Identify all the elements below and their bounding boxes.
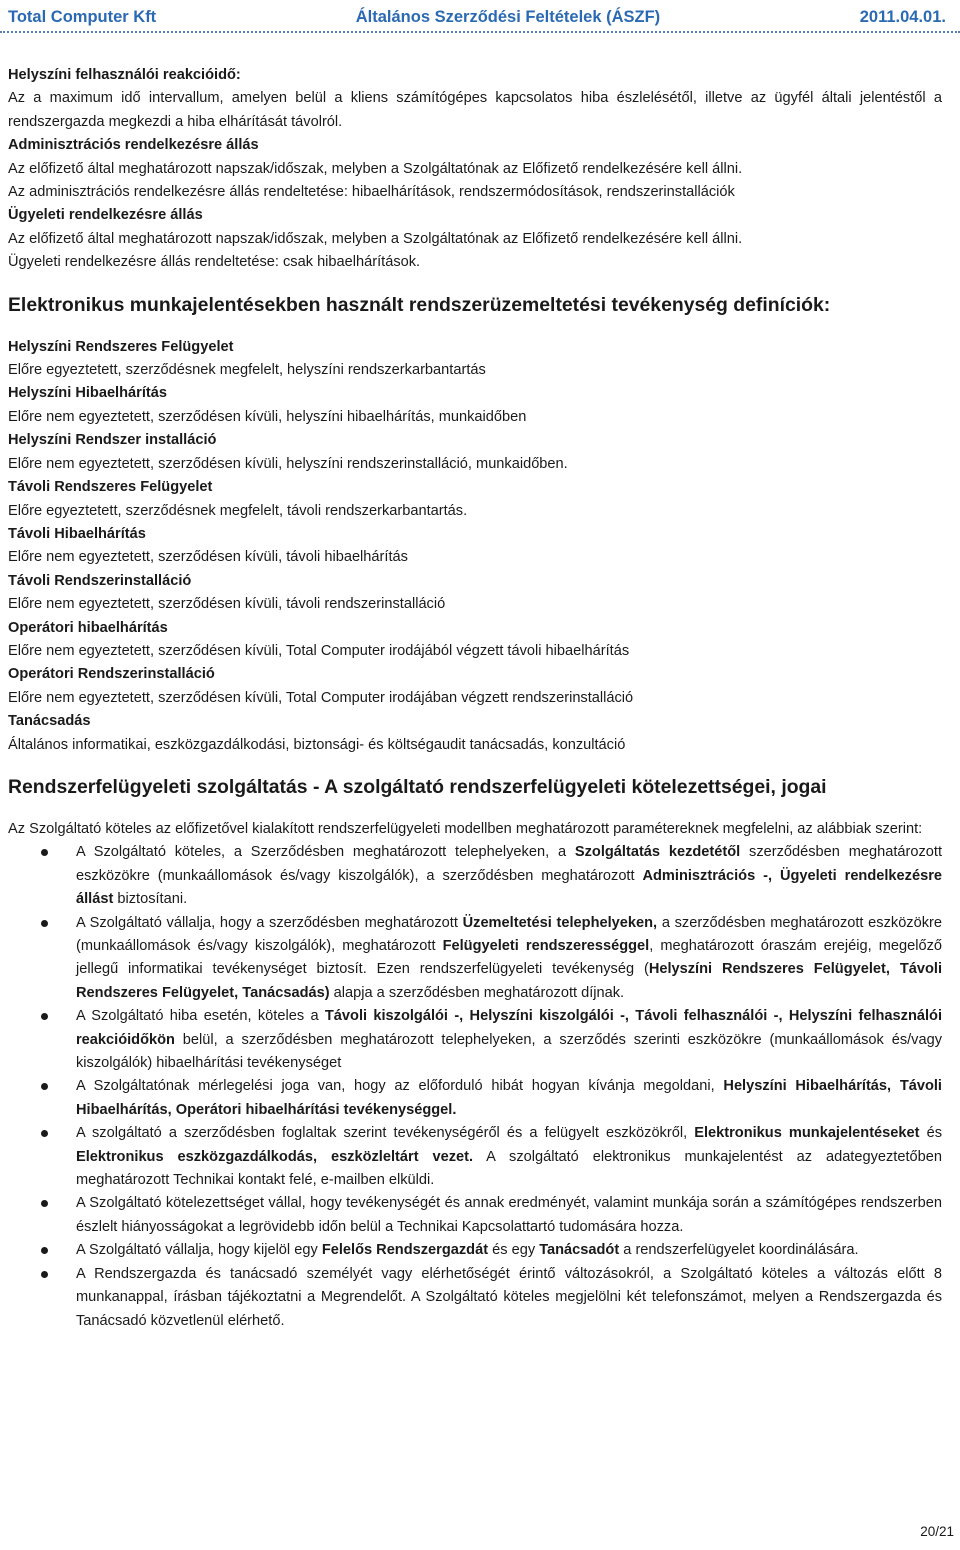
obligation-text-bold: Tanácsadót [539,1242,620,1259]
bullet-icon [41,1083,48,1090]
obligation-text: szerződésben meghatározott eszközökre (munkaállomások és/vagy kiszolgálók), a szerződésben meghatározott [76,844,943,884]
header-divider [0,31,960,33]
obligations-heading: Rendszerfelügyeleti szolgáltatás - A szolgáltató rendszerfelügyeleti kötelezettségei, jogai [8,775,827,798]
reaction-time-text: Az a maximum idő intervallum, amelyen belül a kliens számítógépes kapcsolatos hiba észlelésétől, illetve az ügyfél általi jelentéstől a rendszergazda megkezdi a hiba elhárítását távolról. [8,90,942,130]
definition-term: Tanácsadás [8,713,91,730]
obligation-text: A Szolgáltató vállalja, hogy kijelöl egy [76,1242,322,1259]
obligation-text-bold: Távoli kiszolgálói -, Helyszíni kiszolgálói -, Távoli felhasználói -, Helyszíni felhasználói reakcióidőkön [76,1008,942,1048]
definition-term: Operátori hibaelhárítás [8,619,168,636]
definition-term: Helyszíni Rendszer installáció [8,432,217,449]
definition-description: Előre nem egyeztetett, szerződésen kívüli, távoli rendszerinstalláció [8,596,446,613]
definition-description: Előre nem egyeztetett, szerződésen kívüli, távoli hibaelhárítás [8,549,408,566]
obligation-item [8,912,942,1006]
definition-term: Távoli Hibaelhárítás [8,525,146,542]
obligation-text-bold: Adminisztrációs -, Ügyeleti rendelkezésre állást [76,867,942,908]
definition-description: Előre nem egyeztetett, szerződésen kívüli, helyszíni rendszerinstalláció, munkaidőben. [8,455,568,472]
obligation-text: A Szolgáltató kötelezettséget vállal, hogy tevékenységét és annak eredményét, valamint munkája során a számítógépes rendszerben észlelt hiányosságokat a legrövidebb időn belül a Technikai Kapcsolattartó tudomására hozza. [76,1195,942,1235]
bullet-icon [41,1200,48,1207]
obligation-text: a rendszerfelügyelet koordinálására. [619,1242,859,1259]
bullet-icon [41,920,48,927]
definitions-section [8,292,942,757]
obligation-text: biztosítani. [113,891,188,908]
bullet-icon [41,1013,48,1020]
obligation-text: A Szolgáltató hiba esetén, köteles a [76,1008,325,1025]
header-company: Total Computer Kft [8,7,157,26]
bullet-icon [41,849,48,856]
page-header [8,4,946,30]
obligation-text-bold: Szolgáltatás kezdetétől [574,844,741,861]
obligation-item [8,1263,942,1333]
definition-description: Előre nem egyeztetett, szerződésen kívüli, helyszíni hibaelhárítás, munkaidőben [8,408,527,425]
definition-description: Előre nem egyeztetett, szerződésen kívüli, Total Computer irodájában végzett rendszerinstalláció [8,689,634,706]
obligation-item [8,1239,942,1262]
obligation-item [8,1122,942,1192]
definitions-list [8,336,942,757]
obligation-text: A Szolgáltatónak mérlegelési joga van, hogy az előforduló hibát hogyan kívánja megoldani, [76,1078,724,1095]
obligations-section [8,774,942,1333]
obligation-text: A Rendszergazda és tanácsadó személyét vagy elérhetőségét érintő változásokról, a Szolgáltató köteles a változás előtt 8 munkanappal, írásban tájékoztatni a Megrendelőt. A Szolgáltató köteles megjelölni két telefonszámot, melyen a Rendszergazda és Tanácsadó közvetlenül elérhető. [76,1265,942,1329]
obligations-list [8,841,942,1333]
reaction-time-section [8,64,942,275]
definition-description: Előre egyeztetett, szerződésnek megfelelt, távoli rendszerkarbantartás. [8,502,468,519]
duty-availability-title: Ügyeleti rendelkezésre állás [8,207,203,224]
obligation-text-bold: Helyszíni Hibaelhárítás, Távoli Hibaelhárítás, Operátori hibaelhárítási tevékenységgel. [76,1078,942,1118]
bullet-icon [41,1130,48,1137]
obligation-text: A szolgáltató elektronikus munkajelentést az adategyeztetőben meghatározott Technikai kontakt felé, e-mailben elküldi. [76,1148,942,1189]
definition-description: Előre nem egyeztetett, szerződésen kívüli, Total Computer irodájából végzett távoli hibaelhárítás [8,642,630,659]
obligation-text: A szolgáltató a szerződésben foglaltak szerint tevékenységéről és a felügyelt eszközökről, [76,1125,695,1142]
definition-term: Távoli Rendszerinstalláció [8,572,192,589]
reaction-time-title: Helyszíni felhasználói reakcióidő: [8,67,241,83]
page-number: 20/21 [920,1524,954,1539]
obligation-text: és egy [488,1242,540,1259]
header-document-title: Általános Szerződési Feltételek (ÁSZF) [355,7,661,26]
admin-availability-title: Adminisztrációs rendelkezésre állás [8,137,259,154]
obligation-text: a szerződésben meghatározott eszközökre (munkaállomások és/vagy kiszolgálók), meghatározott [76,914,942,954]
obligation-text: A Szolgáltató köteles, a Szerződésben meghatározott telephelyeken, a [76,844,575,861]
bullet-icon [41,1271,48,1278]
obligation-text: , meghatározott óraszám erejéig, megelőző jellegű informatikai tevékenységet biztosít. Ezen rendszerfelügyeleti tevékenység ( [76,938,943,978]
obligation-text-bold: Felügyeleti rendszerességgel [442,938,650,954]
definition-term: Operátori Rendszerinstalláció [8,666,215,683]
page-content [8,64,942,1333]
definition-description: Általános informatikai, eszközgazdálkodási, biztonsági- és költségaudit tanácsadás, konzultáció [8,736,626,753]
obligation-text-bold: Helyszíni Rendszeres Felügyelet, Távoli Rendszeres Felügyelet, Tanácsadás) [76,961,942,1001]
obligation-text-bold: Üzemeltetési telephelyeken, [462,914,658,931]
obligation-text: belül, a szerződésben meghatározott telephelyeken, a szerződés szerinti eszközökre (munkaállomások és/vagy kiszolgálók) hibaelhárítási tevékenységet [76,1031,942,1072]
admin-availability-purpose: Az adminisztrációs rendelkezésre állás rendeltetése: hibaelhárítások, rendszermódosítások, rendszerinstallációk [8,184,735,201]
obligation-text-bold: Elektronikus munkajelentéseket [694,1125,920,1142]
obligation-item [8,1005,942,1075]
obligation-item [8,841,942,911]
obligation-text-bold: Elektronikus eszközgazdálkodás, eszközleltárt vezet. [76,1148,474,1165]
bullet-icon [41,1247,48,1254]
obligations-intro: Az Szolgáltató köteles az előfizetővel kialakított rendszerfelügyeleti modellben meghatározott paramétereknek megfelelni, az alábbiak szerint: [8,820,923,837]
definition-description: Előre egyeztetett, szerződésnek megfelelt, helyszíni rendszerkarbantartás [8,362,486,379]
definitions-heading: Elektronikus munkajelentésekben használt rendszerüzemeltetési tevékenység definíciók: [8,293,831,316]
obligation-item [8,1075,942,1122]
definition-term: Helyszíni Hibaelhárítás [8,385,167,402]
obligation-text: A Szolgáltató vállalja, hogy a szerződésben meghatározott [76,914,463,931]
obligation-text: és [919,1125,942,1142]
obligation-item [8,1192,942,1239]
duty-availability-purpose: Ügyeleti rendelkezésre állás rendeltetése: csak hibaelhárítások. [8,254,421,271]
header-date: 2011.04.01. [859,7,946,26]
definition-term: Távoli Rendszeres Felügyelet [8,479,213,496]
admin-availability-text: Az előfizető által meghatározott napszak/időszak, melyben a Szolgáltatónak az Előfizető rendelkezésére kell állni. [8,160,743,177]
definition-term: Helyszíni Rendszeres Felügyelet [8,338,234,355]
obligation-text-bold: Felelős Rendszergazdát [321,1242,489,1259]
obligation-text: alapja a szerződésben meghatározott díjnak. [329,984,625,1001]
duty-availability-text: Az előfizető által meghatározott napszak/időszak, melyben a Szolgáltatónak az Előfizető rendelkezésére kell állni. [8,230,743,247]
